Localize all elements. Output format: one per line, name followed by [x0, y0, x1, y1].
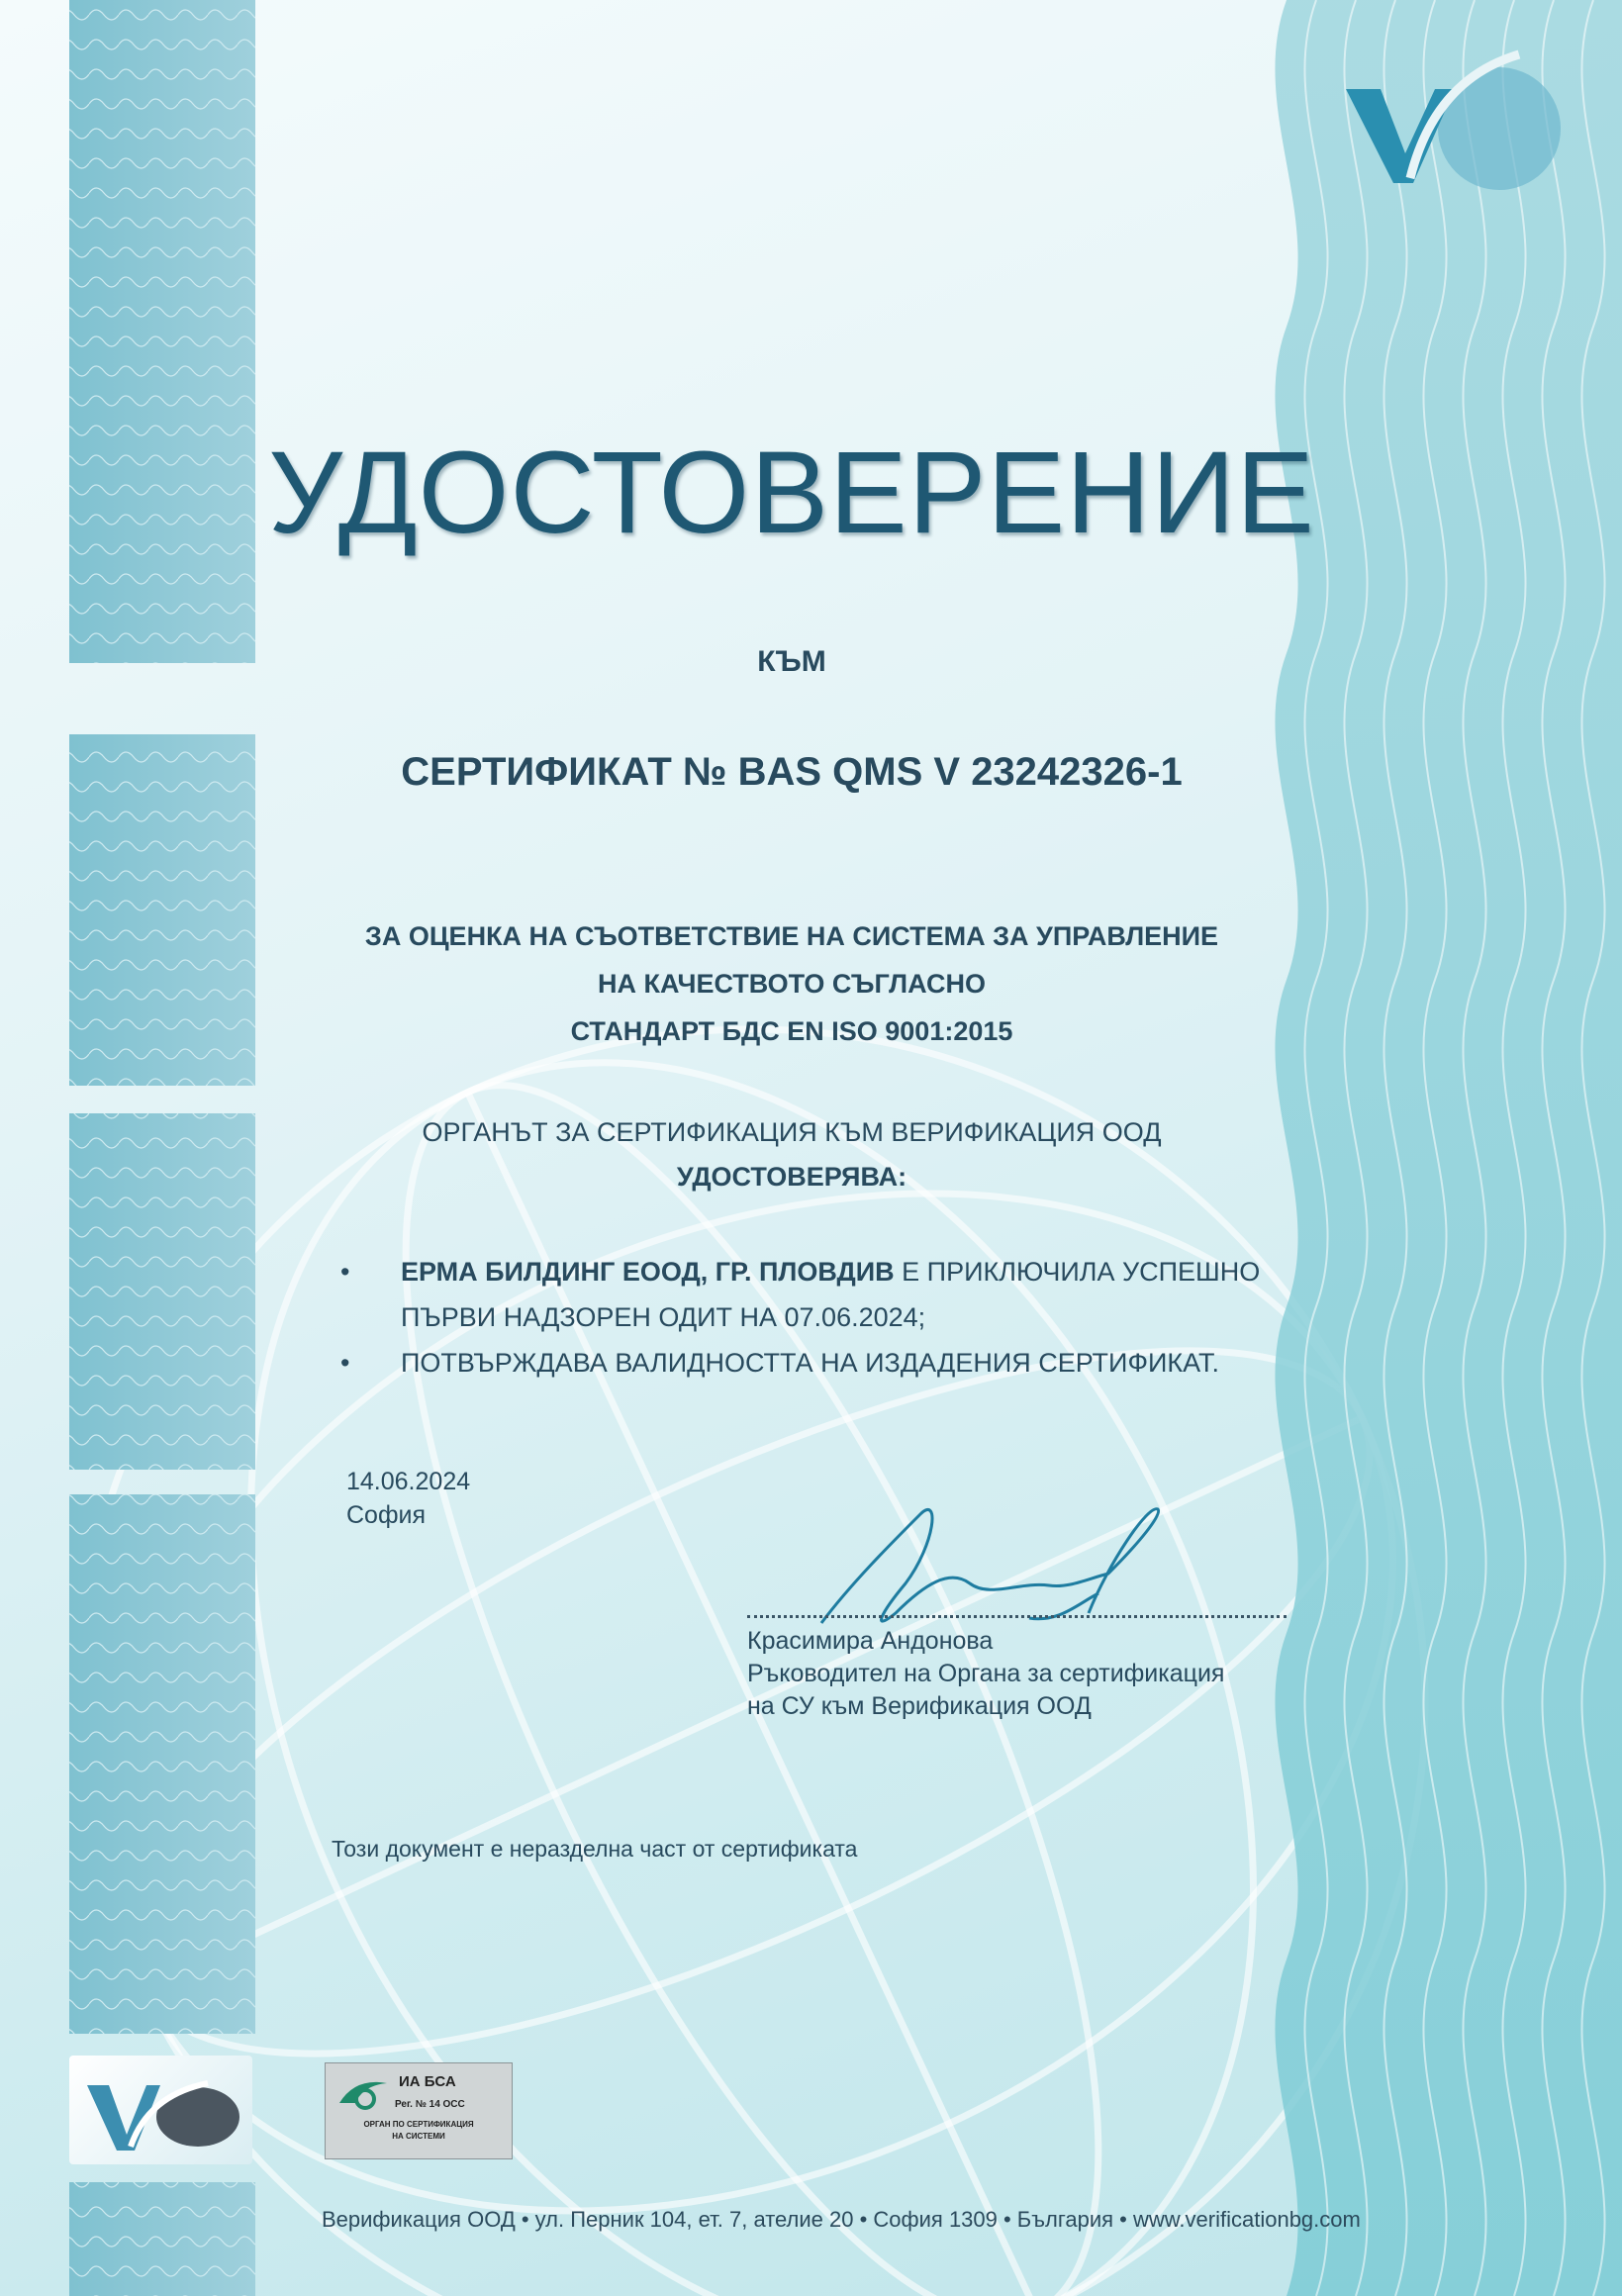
purpose-line-2: НА КАЧЕСТВОТО СЪГЛАСНО [598, 969, 986, 999]
bullet-1-rest: Е ПРИКЛЮЧИЛА УСПЕШНО [902, 1257, 1261, 1287]
certificate-title: УДОСТОВЕРЕНИЕ [268, 428, 1315, 558]
company-name: ЕРМА БИЛДИНГ ЕООД, ГР. ПЛОВДИВ [401, 1257, 895, 1287]
bsa-logo-icon [335, 2073, 391, 2113]
bullet-item-1 [336, 1249, 1326, 1340]
footer-address: Верификация ООД • ул. Перник 104, ет. 7, ателие 20 • София 1309 • България • www.verificationbg.com [322, 2207, 1361, 2232]
bullet-1-line-2: ПЪРВИ НАДЗОРЕН ОДИТ НА 07.06.2024; [401, 1302, 926, 1332]
signer-block [747, 1625, 1224, 1723]
date-place [346, 1465, 470, 1532]
document-note: Този документ е неразделна част от сертификата [332, 1836, 858, 1862]
issuer-line: ОРГАНЪТ ЗА СЕРТИФИКАЦИЯ КЪМ ВЕРИФИКАЦИЯ ООД [422, 1117, 1162, 1147]
signature-line [747, 1615, 1287, 1618]
signature-mark [821, 1509, 1159, 1623]
bsa-title: ИА БСА [399, 2073, 456, 2090]
bsa-accreditation-badge [325, 2062, 513, 2159]
signer-role-1: Ръководител на Органа за сертификация [747, 1660, 1225, 1687]
signer-role-2: на СУ към Верификация ООД [747, 1692, 1092, 1720]
issue-city: София [346, 1501, 427, 1529]
bullet-2-text: ПОТВЪРЖДАВА ВАЛИДНОСТТА НА ИЗДАДЕНИЯ СЕРТИФИКАТ. [401, 1348, 1220, 1378]
issuer-statement [238, 1110, 1346, 1199]
bullet-item-2 [336, 1340, 1326, 1386]
bsa-org-line-1: ОРГАН ПО СЕРТИФИКАЦИЯ [363, 2120, 474, 2129]
bullet-marker: • [340, 1257, 350, 1287]
certifies-word: УДОСТОВЕРЯВА: [676, 1162, 907, 1192]
bullet-marker: • [340, 1348, 350, 1378]
purpose-line-1: ЗА ОЦЕНКА НА СЪОТВЕТСТВИЕ НА СИСТЕМА ЗА УПРАВЛЕНИЕ [364, 921, 1219, 951]
bsa-org-line-2: НА СИСТЕМИ [392, 2132, 445, 2141]
left-strip [69, 0, 255, 2296]
bsa-registration: Рег. № 14 ОСС [395, 2099, 465, 2110]
purpose-line-3: СТАНДАРТ БДС EN ISO 9001:2015 [570, 1016, 1013, 1046]
issue-date: 14.06.2024 [346, 1468, 471, 1495]
certificate-number: СЕРТИФИКАТ № BAS QMS V 23242326-1 [401, 750, 1183, 794]
certificate-purpose [238, 912, 1346, 1055]
to-word: КЪМ [757, 645, 826, 678]
certification-bullets [336, 1249, 1326, 1386]
verification-logo-bottom [69, 2056, 252, 2164]
v-logo-icon [69, 2056, 252, 2164]
signer-name: Красимира Андонова [747, 1627, 994, 1655]
